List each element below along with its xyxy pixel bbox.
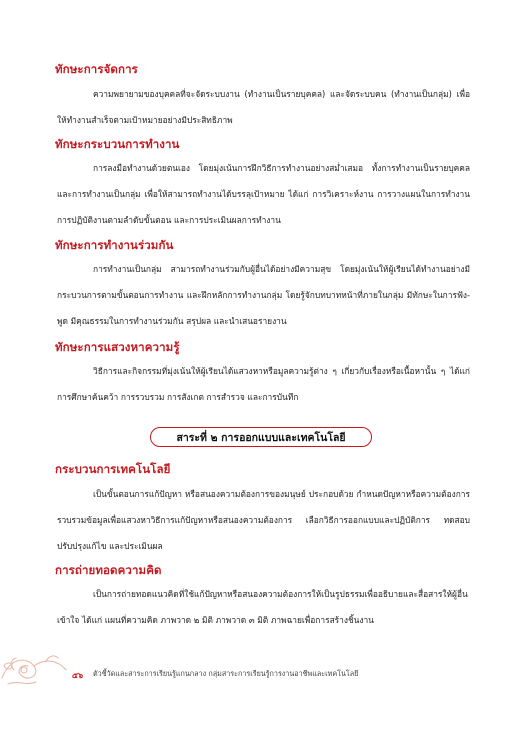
paragraph-text: วิธีการและกิจกรรมที่มุ่งเน้นให้ผู้เรียนได้แสวงหาหรือมูลความรู้ต่าง ๆ เกี่ยวกับเรื่องหรือเนื้อหานั้น ๆ ได้แก่ การศึกษาค้นคว้า การรวบรวม การสังเกต การสำรวจ และการบันทึก — [57, 366, 470, 402]
paragraph-text: การลงมือทำงานด้วยตนเอง โดยมุ่งเน้นการฝึกวิธีการทำงานอย่างสม่ำเสมอ ทั้งการทำงานเป็นรายบุคคล และการทำงานเป็นกลุ่ม เพื่อให้สามารถทำงานได้บรรลุเป้าหมาย ได้แก่ การวิเคราะห์งาน การวางแผนในการทำงาน การปฏิบัติงานตามลำดับขั้นตอน และการประเมินผลการทำงาน — [57, 163, 470, 225]
page-footer — [0, 648, 524, 688]
footer-title: ตัวชี้วัดและสาระการเรียนรู้แกนกลาง กลุ่มสาระการเรียนรู้การงานอาชีพและเทคโนโลยี — [93, 669, 359, 678]
section-paragraph — [57, 581, 470, 633]
section-paragraph — [57, 358, 470, 410]
section-paragraph — [57, 481, 470, 559]
paragraph-text: การทำงานเป็นกลุ่ม สามารถทำงานร่วมกับผู้อื่นได้อย่างมีความสุข โดยมุ่งเน้นให้ผู้เรียนได้ทำงานอย่างมีกระบวนการตามขั้นตอนการทำงาน และฝึกหลักการทำงานกลุ่ม โดยรู้จักบทบาทหน้าที่ภายในกลุ่ม มีทักษะในการฟัง-พูด มีคุณธรรมในการทำงานร่วมกัน สรุปผล และนำเสนอรายงาน — [57, 264, 470, 326]
page-number: ๕๖ — [72, 671, 84, 680]
paragraph-text: เป็นขั้นตอนการแก้ปัญหา หรือสนองความต้องการของมนุษย์ ประกอบด้วย กำหนดปัญหาหรือความต้องการ รวบรวมข้อมูลเพื่อแสวงหาวิธีการแก้ปัญหาหรือสนองความต้องการ เลือกวิธีการออกแบบและปฏิบัติการ ทดสอบ ปรับปรุงแก้ไข และประเมินผล — [57, 489, 470, 551]
section-heading: ทักษะการทำงานร่วมกัน — [55, 238, 174, 252]
section-heading: การถ่ายทอดความคิด — [55, 563, 162, 577]
section-heading: กระบวนการเทคโนโลยี — [55, 462, 171, 476]
section-heading: ทักษะกระบวนการทำงาน — [55, 137, 180, 151]
strand-banner — [150, 427, 372, 447]
paragraph-text: เป็นการถ่ายทอดแนวคิดที่ใช้แก้ปัญหาหรือสนองความต้องการให้เป็นรูปธรรมเพื่ออธิบายและสื่อสารให้ผู้อื่นเข้าใจ ได้แก่ แผนที่ความคิด ภาพวาด ๒ มิติ ภาพวาด ๓ มิติ ภาพฉายเพื่อการสร้างชิ้นงาน — [57, 589, 468, 625]
paragraph-text: ความพยายามของบุคคลที่จะจัดระบบงาน (ทำงานเป็นรายบุคคล) และจัดระบบคน (ทำงานเป็นกลุ่ม) เพื่อให้ทำงานสำเร็จตามเป้าหมายอย่างมีประสิทธิภาพ — [57, 89, 470, 125]
section-heading: ทักษะการแสวงหาความรู้ — [55, 340, 180, 354]
banner-title: สาระที่ ๒ การออกแบบและเทคโนโลยี — [176, 431, 346, 444]
floral-ornament-icon — [0, 648, 80, 688]
section-paragraph — [57, 155, 470, 233]
section-paragraph — [57, 81, 470, 133]
section-heading: ทักษะการจัดการ — [55, 62, 138, 76]
section-paragraph — [57, 256, 470, 334]
